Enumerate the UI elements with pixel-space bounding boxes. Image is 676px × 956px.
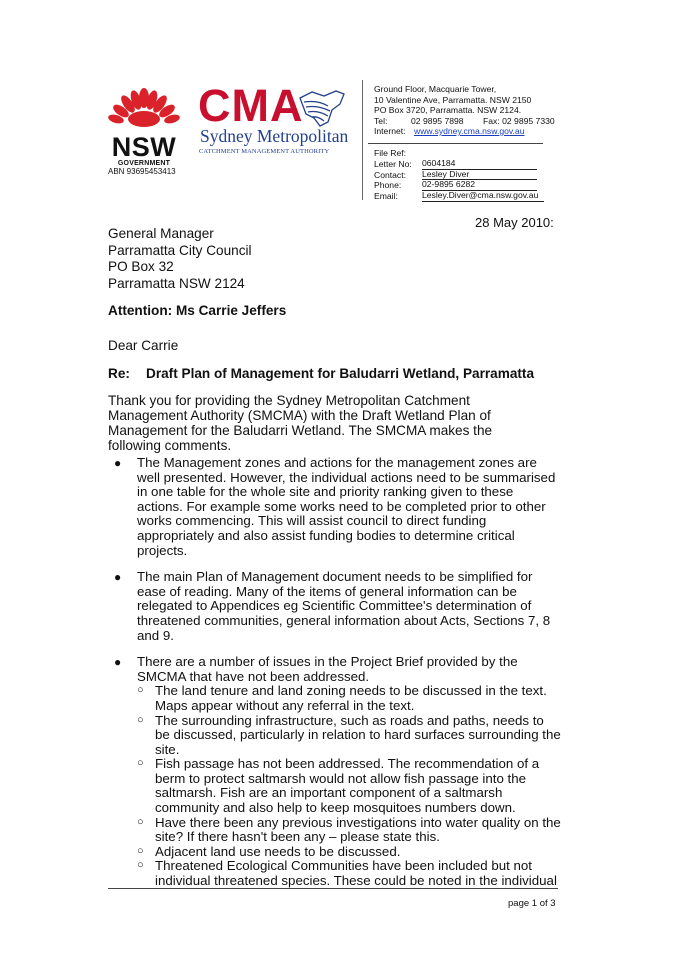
subject-label: Re: bbox=[108, 366, 130, 381]
recipient-line-4: Parramatta NSW 2124 bbox=[108, 275, 245, 291]
cma-map-icon bbox=[298, 88, 346, 128]
tel-label: Tel: bbox=[374, 115, 388, 126]
bullet-text: The main Plan of Management document needs to be simplified for ease of reading. Many of the items of general information can be relegated to Appendices eg Scientific Committee's determination of threatened communities, general information about Acts, Sections 7, 8 and 9. bbox=[137, 569, 551, 643]
list-item bbox=[114, 570, 562, 643]
nsw-government-logo bbox=[108, 86, 180, 168]
sub-bullet-text: Adjacent land use needs to be discussed. bbox=[155, 843, 401, 859]
address-divider bbox=[368, 143, 543, 144]
cma-name: Sydney Metropolitan bbox=[200, 126, 349, 146]
subject-text: Draft Plan of Management for Baludarri Wetland, Parramatta bbox=[146, 366, 535, 381]
sub-bullet-text: The land tenure and land zoning needs to be discussed in the text. Maps appear without any referral in the text. bbox=[155, 683, 547, 713]
circle-bullet-icon: ○ bbox=[137, 757, 144, 770]
letterhead-divider bbox=[362, 80, 363, 200]
circle-bullet-icon: ○ bbox=[137, 815, 144, 828]
fax-value: Fax: 02 9895 7330 bbox=[483, 115, 555, 126]
circle-bullet-icon: ○ bbox=[137, 859, 144, 872]
recipient-address bbox=[108, 226, 252, 292]
file-ref-label: File Ref: bbox=[374, 148, 406, 158]
sub-list-item bbox=[137, 845, 562, 860]
sub-list bbox=[137, 684, 562, 888]
cma-wordmark: CMA bbox=[198, 80, 304, 131]
bullet-text: There are a number of issues in the Project Brief provided by the SMCMA that have not been addressed. bbox=[137, 654, 518, 684]
contact-value: Lesley Diver bbox=[422, 170, 537, 181]
address-line-1: Ground Floor, Macquarie Tower, bbox=[374, 84, 497, 94]
bullet-text: The Management zones and actions for the management zones are well presented. However, the individual actions need to be summarised in one table for the whole site and priority ranking given to these actions. For example some works need to be completed prior to other works commencing. This will assist council to direct funding appropriately and also assist funding bodies to determine critical projects. bbox=[137, 455, 556, 558]
contact-label: Contact: bbox=[374, 169, 407, 180]
circle-bullet-icon: ○ bbox=[137, 713, 144, 726]
email-label: Email: bbox=[374, 191, 398, 202]
address-line-3: PO Box 3720, Parramatta. NSW 2124. bbox=[374, 105, 522, 115]
sub-list-item bbox=[137, 859, 562, 888]
nsw-government-label: GOVERNMENT bbox=[117, 160, 171, 167]
sub-bullet-text: The surrounding infrastructure, such as roads and paths, needs to be discussed, particularly in relation to hard surfaces surrounding the site. bbox=[155, 712, 561, 757]
sub-bullet-text: Fish passage has not been addressed. The recommendation of a berm to protect saltmarsh would not allow fish passage into the saltmarsh. Fish are an important component of a saltmarsh community and also help to keep mosquitoes numbers down. bbox=[155, 756, 540, 816]
comments-list bbox=[114, 456, 562, 889]
salutation: Dear Carrie bbox=[108, 338, 179, 353]
internet-label: Internet: bbox=[374, 126, 406, 136]
recipient-line-2: Parramatta City Council bbox=[108, 242, 252, 258]
list-item bbox=[114, 456, 562, 558]
phone-label: Phone: bbox=[374, 180, 402, 191]
recipient-line-1: General Manager bbox=[108, 226, 214, 241]
file-reference-block bbox=[374, 148, 544, 202]
circle-bullet-icon: ○ bbox=[137, 684, 144, 697]
sub-list-item bbox=[137, 816, 562, 845]
bullet-icon: ● bbox=[114, 570, 122, 585]
internet-row bbox=[374, 126, 555, 137]
website-link[interactable]: www.sydney.cma.nsw.gov.au bbox=[414, 126, 525, 136]
waratah-icon bbox=[108, 86, 180, 130]
nsw-wordmark: NSW bbox=[111, 132, 177, 162]
bullet-icon: ● bbox=[114, 456, 122, 470]
sub-bullet-text: Threatened Ecological Communities have been included but not individual threatened species. These could be noted in the individual bbox=[155, 858, 557, 889]
page-number: page 1 of 3 bbox=[508, 898, 556, 909]
letter-date: 28 May 2010: bbox=[475, 215, 554, 230]
intro-paragraph: Thank you for providing the Sydney Metropolitan Catchment Management Authority (SMCMA) with the Draft Wetland Plan of Management for the Baludarri Wetland. The SMCMA makes the following comments. bbox=[108, 393, 493, 453]
bullet-icon: ● bbox=[114, 655, 122, 670]
sub-list-item bbox=[137, 684, 562, 713]
footer-divider bbox=[108, 888, 558, 889]
abn-number: ABN 93695453413 bbox=[108, 167, 176, 176]
letter-no-value: 0604184 bbox=[422, 159, 537, 170]
tel-value: 02 9895 7898 bbox=[411, 115, 464, 126]
address-line-2: 10 Valentine Ave, Parramatta. NSW 2150 bbox=[374, 94, 532, 105]
sub-list-item bbox=[137, 757, 562, 815]
recipient-line-3: PO Box 32 bbox=[108, 259, 174, 274]
sub-list-item bbox=[137, 714, 562, 758]
phone-row bbox=[374, 116, 555, 127]
list-item bbox=[114, 655, 562, 889]
cma-authority: CATCHMENT MANAGEMENT AUTHORITY bbox=[199, 148, 330, 155]
sub-bullet-text: Have there been any previous investigations into water quality on the site? If there hasn't been any – please state this. bbox=[155, 814, 561, 845]
subject-line bbox=[108, 366, 534, 381]
attention-line: Attention: Ms Carrie Jeffers bbox=[108, 303, 287, 318]
email-value[interactable]: Lesley.Diver@cma.nsw.gov.au bbox=[422, 191, 544, 202]
phone-value: 02-9895 6282 bbox=[422, 180, 537, 191]
circle-bullet-icon: ○ bbox=[137, 844, 144, 857]
address-block bbox=[374, 84, 555, 137]
letter-no-label: Letter No: bbox=[374, 158, 412, 169]
